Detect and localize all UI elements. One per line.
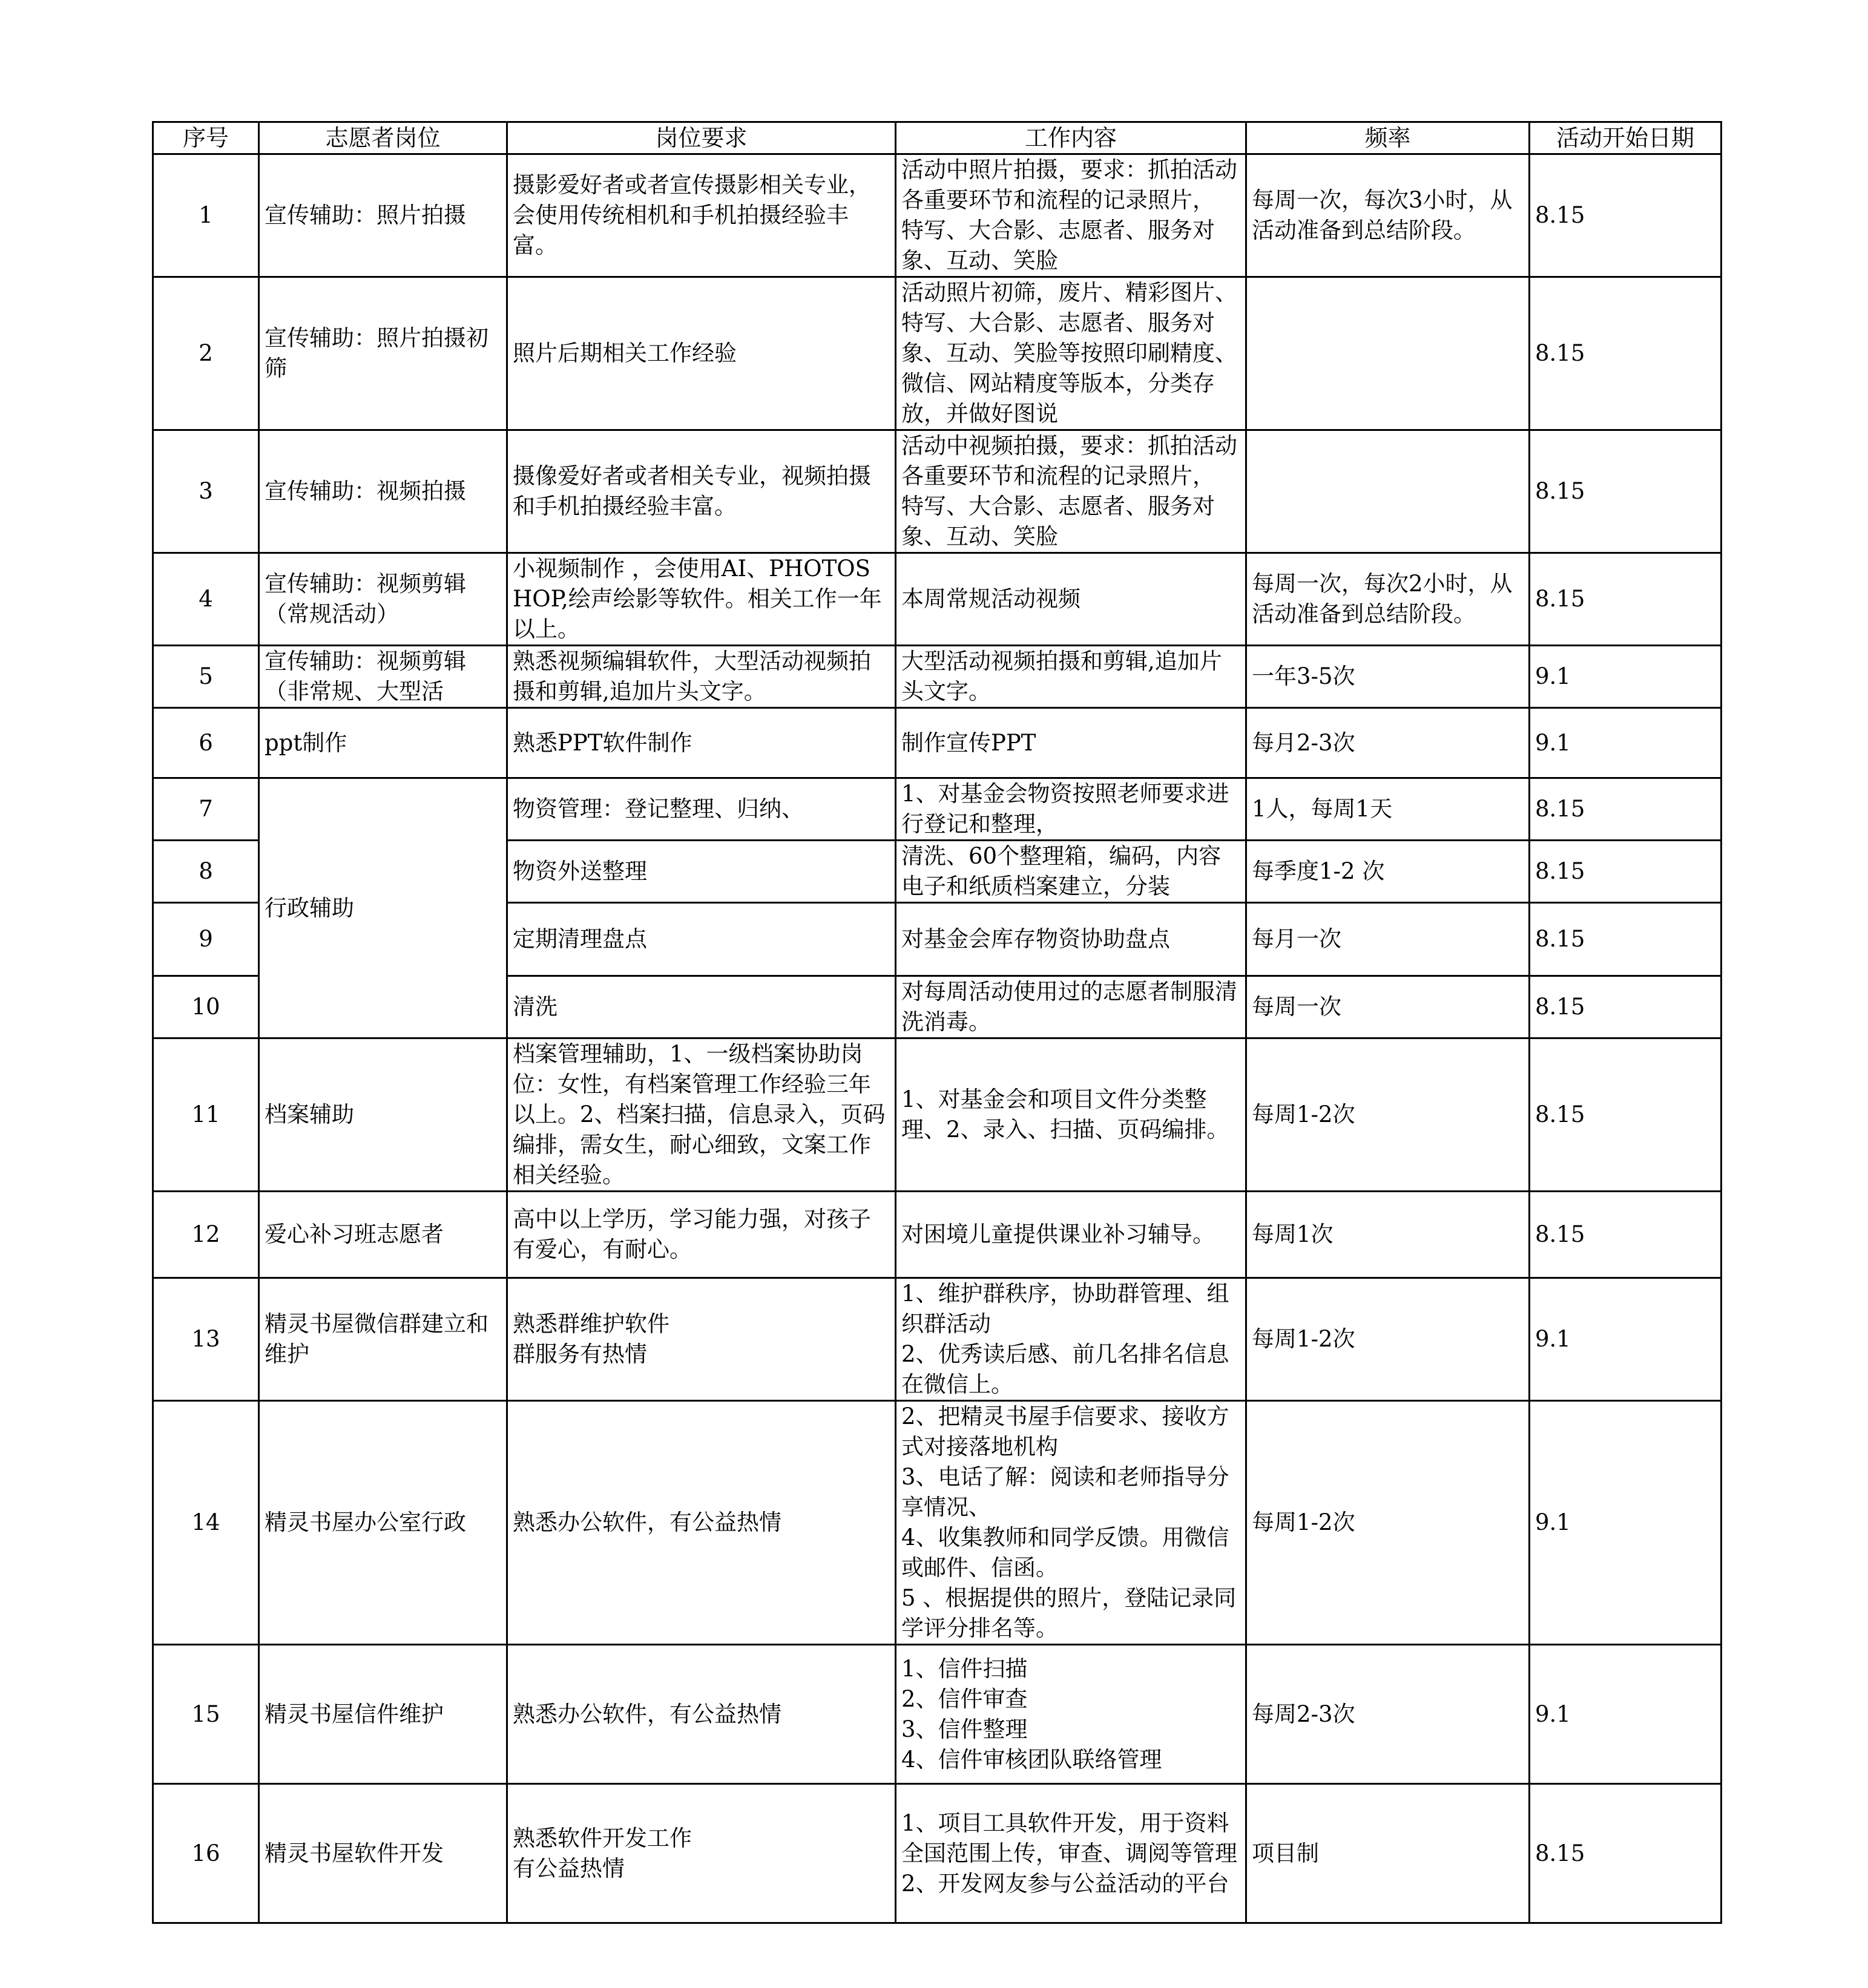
cell-requirement: 熟悉PPT软件制作 bbox=[507, 708, 896, 778]
cell-start-date: 8.15 bbox=[1530, 1038, 1722, 1192]
table-row bbox=[153, 708, 1722, 778]
cell-no: 14 bbox=[153, 1401, 259, 1645]
cell-start-date: 8.15 bbox=[1530, 976, 1722, 1038]
cell-no: 16 bbox=[153, 1784, 259, 1923]
cell-content: 对困境儿童提供课业补习辅导。 bbox=[896, 1192, 1246, 1278]
cell-frequency: 每周1-2次 bbox=[1246, 1038, 1530, 1192]
cell-frequency: 每周1-2次 bbox=[1246, 1278, 1530, 1401]
cell-start-date: 8.15 bbox=[1530, 553, 1722, 646]
cell-start-date: 8.15 bbox=[1530, 154, 1722, 277]
table-row bbox=[153, 1192, 1722, 1278]
cell-content: 大型活动视频拍摄和剪辑,追加片头文字。 bbox=[896, 646, 1246, 708]
cell-frequency: 每季度1-2 次 bbox=[1246, 841, 1530, 903]
cell-position: 宣传辅助：照片拍摄 bbox=[259, 154, 507, 277]
cell-frequency: 每月2-3次 bbox=[1246, 708, 1530, 778]
cell-no: 12 bbox=[153, 1192, 259, 1278]
cell-frequency: 每周一次 bbox=[1246, 976, 1530, 1038]
cell-position-merged: 行政辅助 bbox=[259, 778, 507, 1038]
cell-frequency: 每周2-3次 bbox=[1246, 1645, 1530, 1784]
cell-content: 活动中视频拍摄，要求：抓拍活动各重要环节和流程的记录照片， 特写、大合影、志愿者、服务对象、互动、笑脸 bbox=[896, 430, 1246, 553]
cell-start-date: 8.15 bbox=[1530, 1784, 1722, 1923]
cell-position: 宣传辅助：视频剪辑（常规活动） bbox=[259, 553, 507, 646]
cell-start-date: 9.1 bbox=[1530, 1401, 1722, 1645]
cell-frequency: 一年3-5次 bbox=[1246, 646, 1530, 708]
cell-start-date: 8.15 bbox=[1530, 778, 1722, 841]
cell-start-date: 8.15 bbox=[1530, 903, 1722, 976]
cell-start-date: 9.1 bbox=[1530, 646, 1722, 708]
cell-frequency: 每周一次，每次2小时，从活动准备到总结阶段。 bbox=[1246, 553, 1530, 646]
cell-content: 活动中照片拍摄，要求：抓拍活动各重要环节和流程的记录照片， 特写、大合影、志愿者、服务对象、互动、笑脸 bbox=[896, 154, 1246, 277]
cell-frequency: 每月一次 bbox=[1246, 903, 1530, 976]
table-row bbox=[153, 1784, 1722, 1923]
cell-requirement: 物资外送整理 bbox=[507, 841, 896, 903]
cell-requirement: 摄像爱好者或者相关专业，视频拍摄和手机拍摄经验丰富。 bbox=[507, 430, 896, 553]
cell-frequency bbox=[1246, 277, 1530, 430]
cell-no: 13 bbox=[153, 1278, 259, 1401]
cell-position: 宣传辅助：视频剪辑（非常规、大型活 bbox=[259, 646, 507, 708]
cell-start-date: 9.1 bbox=[1530, 708, 1722, 778]
cell-no: 7 bbox=[153, 778, 259, 841]
cell-content: 清洗、60个整理箱，编码，内容电子和纸质档案建立，分装 bbox=[896, 841, 1246, 903]
cell-position: 宣传辅助：照片拍摄初筛 bbox=[259, 277, 507, 430]
cell-no: 9 bbox=[153, 903, 259, 976]
table-row bbox=[153, 1645, 1722, 1784]
cell-start-date: 8.15 bbox=[1530, 1192, 1722, 1278]
header-position: 志愿者岗位 bbox=[259, 122, 507, 154]
table-row bbox=[153, 430, 1722, 553]
table-row bbox=[153, 646, 1722, 708]
cell-position: 宣传辅助：视频拍摄 bbox=[259, 430, 507, 553]
cell-requirement: 熟悉视频编辑软件，大型活动视频拍摄和剪辑,追加片头文字。 bbox=[507, 646, 896, 708]
cell-no: 3 bbox=[153, 430, 259, 553]
cell-content: 本周常规活动视频 bbox=[896, 553, 1246, 646]
cell-no: 10 bbox=[153, 976, 259, 1038]
cell-start-date: 8.15 bbox=[1530, 841, 1722, 903]
cell-requirement: 定期清理盘点 bbox=[507, 903, 896, 976]
cell-start-date: 8.15 bbox=[1530, 277, 1722, 430]
table-row bbox=[153, 778, 1722, 841]
cell-content: 对基金会库存物资协助盘点 bbox=[896, 903, 1246, 976]
cell-no: 11 bbox=[153, 1038, 259, 1192]
cell-no: 15 bbox=[153, 1645, 259, 1784]
cell-content: 制作宣传PPT bbox=[896, 708, 1246, 778]
cell-position: 精灵书屋软件开发 bbox=[259, 1784, 507, 1923]
cell-requirement: 摄影爱好者或者宣传摄影相关专业，会使用传统相机和手机拍摄经验丰富。 bbox=[507, 154, 896, 277]
cell-frequency: 项目制 bbox=[1246, 1784, 1530, 1923]
cell-start-date: 9.1 bbox=[1530, 1645, 1722, 1784]
cell-position: 精灵书屋办公室行政 bbox=[259, 1401, 507, 1645]
cell-content: 1、对基金会和项目文件分类整理、2、录入、扫描、页码编排。 bbox=[896, 1038, 1246, 1192]
table-row bbox=[153, 277, 1722, 430]
cell-frequency: 每周1-2次 bbox=[1246, 1401, 1530, 1645]
table-row bbox=[153, 553, 1722, 646]
cell-position: 精灵书屋微信群建立和维护 bbox=[259, 1278, 507, 1401]
cell-position: 爱心补习班志愿者 bbox=[259, 1192, 507, 1278]
volunteer-positions-table bbox=[152, 121, 1722, 1924]
cell-requirement: 小视频制作 ，会使用AI、PHOTOSHOP,绘声绘影等软件。相关工作一年以上。 bbox=[507, 553, 896, 646]
cell-start-date: 8.15 bbox=[1530, 430, 1722, 553]
cell-requirement: 熟悉办公软件，有公益热情 bbox=[507, 1401, 896, 1645]
cell-no: 8 bbox=[153, 841, 259, 903]
header-row bbox=[153, 122, 1722, 154]
cell-no: 4 bbox=[153, 553, 259, 646]
cell-requirement: 照片后期相关工作经验 bbox=[507, 277, 896, 430]
cell-content: 2、把精灵书屋手信要求、接收方式对接落地机构 3、电话了解：阅读和老师指导分享情况、 4、收集教师和同学反馈。用微信或邮件、信函。 5 、根据提供的照片，登陆记录同学评分排名等。 bbox=[896, 1401, 1246, 1645]
table-row bbox=[153, 1401, 1722, 1645]
cell-content: 1、维护群秩序，协助群管理、组织群活动 2、优秀读后感、前几名排名信息在微信上。 bbox=[896, 1278, 1246, 1401]
cell-requirement: 熟悉办公软件，有公益热情 bbox=[507, 1645, 896, 1784]
table-row bbox=[153, 1278, 1722, 1401]
header-start-date: 活动开始日期 bbox=[1530, 122, 1722, 154]
cell-frequency: 每周1次 bbox=[1246, 1192, 1530, 1278]
cell-content: 活动照片初筛，废片、精彩图片、特写、大合影、志愿者、服务对象、互动、笑脸等按照印刷精度、微信、网站精度等版本，分类存放，并做好图说 bbox=[896, 277, 1246, 430]
cell-requirement: 物资管理：登记整理、归纳、 bbox=[507, 778, 896, 841]
cell-requirement: 熟悉群维护软件 群服务有热情 bbox=[507, 1278, 896, 1401]
table-row bbox=[153, 154, 1722, 277]
cell-frequency bbox=[1246, 430, 1530, 553]
cell-frequency: 1人，每周1天 bbox=[1246, 778, 1530, 841]
header-content: 工作内容 bbox=[896, 122, 1246, 154]
header-no: 序号 bbox=[153, 122, 259, 154]
cell-no: 6 bbox=[153, 708, 259, 778]
cell-position: 精灵书屋信件维护 bbox=[259, 1645, 507, 1784]
cell-position: ppt制作 bbox=[259, 708, 507, 778]
cell-content: 1、项目工具软件开发，用于资料全国范围上传，审查、调阅等管理 2、开发网友参与公益活动的平台 bbox=[896, 1784, 1246, 1923]
cell-position: 档案辅助 bbox=[259, 1038, 507, 1192]
table-row bbox=[153, 1038, 1722, 1192]
header-requirement: 岗位要求 bbox=[507, 122, 896, 154]
cell-no: 2 bbox=[153, 277, 259, 430]
cell-requirement: 熟悉软件开发工作 有公益热情 bbox=[507, 1784, 896, 1923]
cell-no: 5 bbox=[153, 646, 259, 708]
cell-content: 1、对基金会物资按照老师要求进行登记和整理， bbox=[896, 778, 1246, 841]
cell-requirement: 清洗 bbox=[507, 976, 896, 1038]
cell-requirement: 高中以上学历，学习能力强，对孩子有爱心，有耐心。 bbox=[507, 1192, 896, 1278]
cell-requirement: 档案管理辅助，1、一级档案协助岗位：女性，有档案管理工作经验三年以上。2、档案扫描，信息录入，页码编排，需女生，耐心细致，文案工作相关经验。 bbox=[507, 1038, 896, 1192]
cell-content: 1、信件扫描 2、信件审查 3、信件整理 4、信件审核团队联络管理 bbox=[896, 1645, 1246, 1784]
cell-frequency: 每周一次，每次3小时，从活动准备到总结阶段。 bbox=[1246, 154, 1530, 277]
cell-no: 1 bbox=[153, 154, 259, 277]
cell-start-date: 9.1 bbox=[1530, 1278, 1722, 1401]
header-frequency: 频率 bbox=[1246, 122, 1530, 154]
cell-content: 对每周活动使用过的志愿者制服清洗消毒。 bbox=[896, 976, 1246, 1038]
